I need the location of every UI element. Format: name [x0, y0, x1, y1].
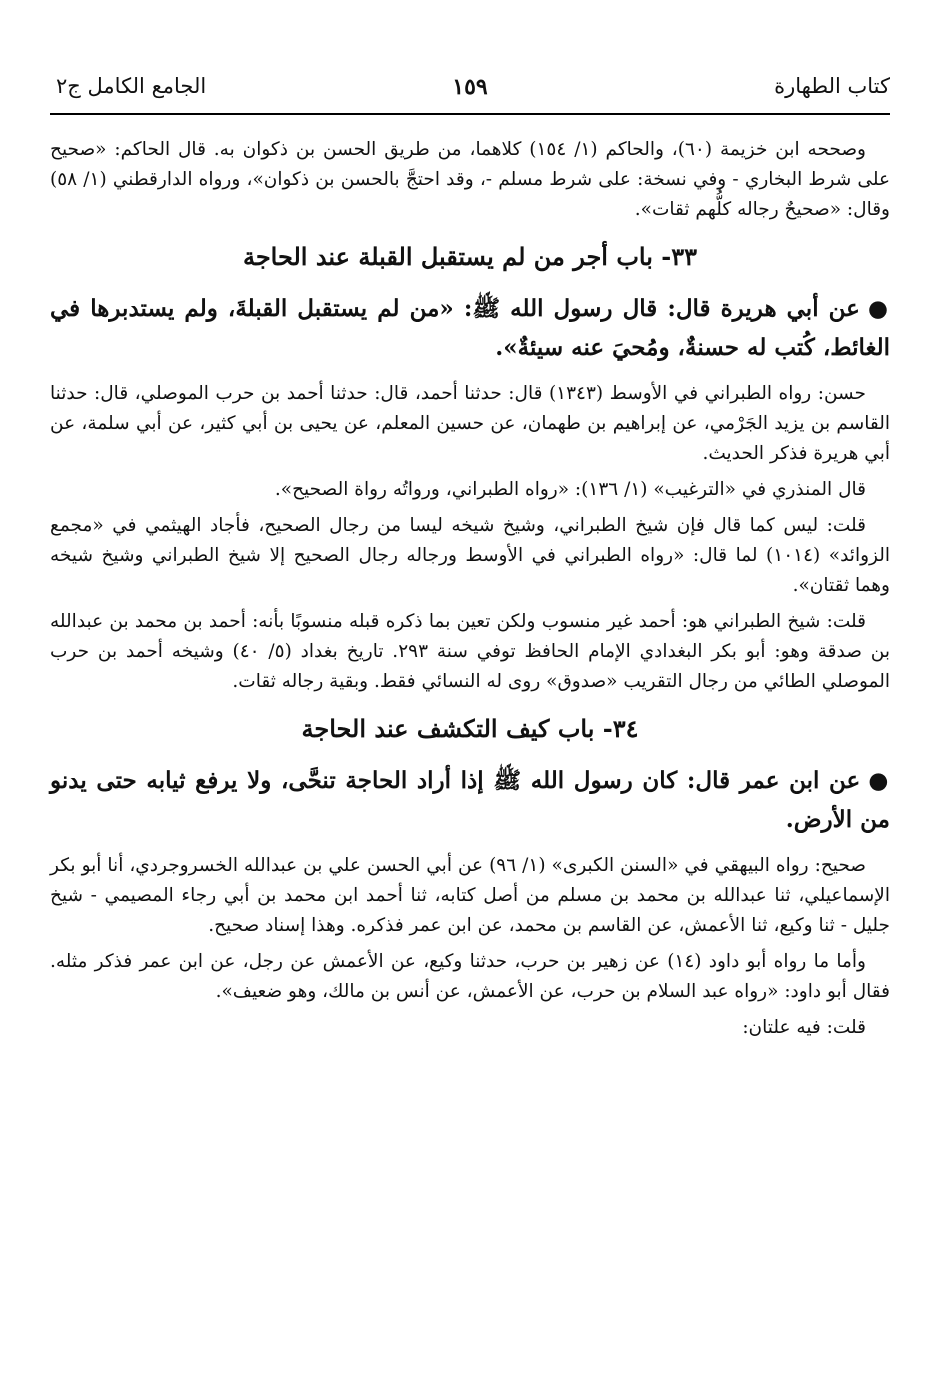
body-paragraph: قال المنذري في «الترغيب» (١/ ١٣٦): «رواه الطبراني، ورواتُه رواة الصحيح». — [274, 479, 866, 500]
hadith-content: عن أبي هريرة قال: قال رسول الله ﷺ: «من لم يستقبل القبلةَ، ولم يستدبرها في الغائط، كُتب له حسنةٌ، ومُحيَ عنه سيئةٌ». — [50, 295, 890, 361]
body-paragraph: حسن: رواه الطبراني في الأوسط (١٣٤٣) قال: حدثنا أحمد، قال: حدثنا أحمد بن حرب الموصلي، قال: حدثنا القاسم بن يزيد الجَرْمي، عن إبراهيم بن طهمان، عن حسين المعلم، عن يحيى بن أبي كثير، عن أبي سلمة، عن أبي هريرة فذكر الحديث. — [50, 383, 890, 464]
hadith-content: عن ابن عمر قال: كان رسول الله ﷺ إذا أراد الحاجة تنحَّى، ولا يرفع ثيابه حتى يدنو من الأرض. — [50, 767, 890, 833]
body-paragraph: قلت: فيه علتان: — [742, 1017, 866, 1038]
body-paragraph: وأما ما رواه أبو داود (١٤) عن زهير بن حرب، حدثنا وكيع، عن الأعمش عن رجل، عن ابن عمر فذكر مثله. فقال أبو داود: «رواه عبد السلام بن حرب، عن الأعمش، عن أنس بن مالك، وهو ضعيف». — [50, 951, 890, 1002]
body-paragraph: قلت: ليس كما قال فإن شيخ الطبراني، وشيخ شيخه ليسا من رجال الصحيح، فأجاد الهيثمي في «مجمع الزوائد» (١٠١٤) لما قال: «رواه الطبراني في الأوسط ورجاله رجال الصحيح إلا شيخ الطبراني وشيخ شيخه وهما ثقتان». — [50, 515, 890, 596]
header-chapter-title: كتاب الطهارة — [774, 74, 890, 98]
bullet-icon: ● — [867, 295, 890, 322]
page-header — [50, 70, 890, 110]
header-divider — [50, 113, 890, 115]
hadith-text — [50, 761, 890, 839]
page-content — [50, 135, 890, 1043]
bullet-icon: ● — [868, 767, 890, 794]
section-heading: ٣٣- باب أجر من لم يستقبل القبلة عند الحاجة — [242, 242, 698, 271]
page-number: ١٥٩ — [452, 74, 488, 100]
body-paragraph: صحيح: رواه البيهقي في «السنن الكبرى» (١/ ٩٦) عن أبي الحسن علي بن عبدالله الخسروجردي، أنا أبو بكر الإسماعيلي، ثنا عبدالله بن محمد بن مسلم من أصل كتابه، ثنا أحمد ابن محمد بن أبي رجاء المصيمي - شيخ جليل - ثنا وكيع، ثنا الأعمش، عن القاسم بن محمد، عن ابن عمر فذكره. وهذا إسناد صحيح. — [50, 855, 890, 936]
body-paragraph: قلت: شيخ الطبراني هو: أحمد غير منسوب ولكن تعين بما ذكره قبله منسوبًا بأنه: أحمد بن محمد بن عبدالله بن صدقة وهو: أبو بكر البغدادي الإمام الحافظ توفي سنة ٢٩٣. تاريخ بغداد (٥/ ٤٠) وشيخه أحمد بن حرب الموصلي الطائي من رجال التقريب «صدوق» روى له النسائي فقط. وبقية رجاله ثقات. — [50, 611, 890, 692]
body-paragraph: وصححه ابن خزيمة (٦٠)، والحاكم (١/ ١٥٤) كلاهما، من طريق الحسن بن ذكوان به. قال الحاكم: «صحيح على شرط البخاري - وفي نسخة: على شرط مسلم -، وقد احتجَّ بالحسن بن ذكوان»، ورواه الدارقطني (١/ ٥٨) وقال: «صحيحٌ رجاله كلُّهم ثقات». — [50, 139, 890, 220]
header-book-title: الجامع الكامل ج٢ — [56, 74, 207, 98]
section-heading: ٣٤- باب كيف التكشف عند الحاجة — [301, 714, 639, 743]
hadith-text — [50, 289, 890, 367]
